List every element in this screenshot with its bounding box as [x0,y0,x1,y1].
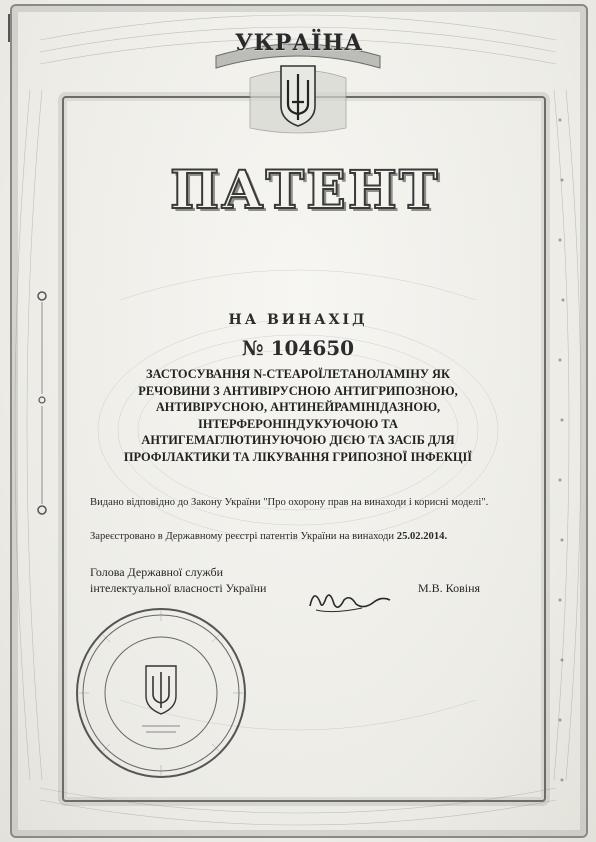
country-name: УКРАЇНА [234,30,364,56]
registration-date: 25.02.2014. [396,531,448,542]
signatory-title-line2: інтелектуальної власності України [90,581,267,595]
title-line: ІНТЕРФЕРОНІНДУКУЮЧОЮ ТА [198,416,398,431]
signatory-title-line1: Голова Державної служби [90,565,224,579]
title-line: РЕЧОВИНИ З АНТИВІРУСНОЮ АНТИГРИПОЗНОЮ, [138,383,458,398]
document-type-heading: ПАТЕНТ [170,160,440,221]
title-line: АНТИГЕМАГЛЮТИНУЮЧОЮ ДІЄЮ ТА ЗАСІБ ДЛЯ [141,433,455,448]
patent-number: № 104650 [241,336,355,360]
trident-icon [278,62,318,128]
binding-holes [36,290,48,610]
round-seal [72,604,250,782]
title-line: ПРОФІЛАКТИКИ ТА ЛІКУВАННЯ ГРИПОЗНОЇ ІНФЕКЦІЇ [123,449,473,464]
handwritten-signature [304,584,394,616]
title-line: ЗАСТОСУВАННЯ N-СТЕАРОЇЛЕТАНОЛАМІНУ ЯК [145,367,450,381]
signatory-name: М.В. Ковіня [418,581,481,595]
invention-title [96,366,500,466]
title-line: АНТИВІРУСНОЮ, АНТИНЕЙРАМІНІДАЗНОЮ, [155,400,441,415]
registration-text: Зареєстровано в Державному реєстрі патентів України на винаходи [90,531,395,542]
invention-subtitle: НА ВИНАХІД [228,312,368,328]
issued-statement: Видано відповідно до Закону України "Про охорону прав на винаходи і корисні моделі". [90,497,489,508]
signatory-title [90,564,310,596]
registration-statement [90,530,522,543]
